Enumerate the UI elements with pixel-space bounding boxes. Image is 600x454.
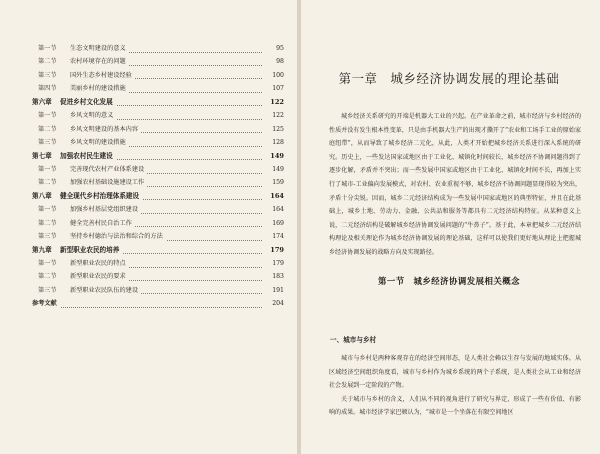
toc-entry-title: 乡风文明建设的基本内容	[70, 123, 141, 136]
toc-section-entry	[32, 82, 284, 95]
toc-page-number: 98	[262, 55, 284, 68]
toc-section-entry	[32, 69, 284, 82]
toc-entry-title: 参考文献	[32, 297, 60, 310]
toc-entry-title: 促进乡村文化发展	[60, 96, 116, 109]
toc-section-entry	[32, 163, 284, 176]
toc-entry-title: 健全现代乡村治理体系建设	[60, 190, 142, 203]
toc-page-number: 95	[262, 42, 284, 55]
toc-section-entry	[32, 257, 284, 270]
toc-section-entry	[32, 55, 284, 68]
toc-entry-title: 乡风文明的建设措施	[70, 136, 129, 149]
chapter-title: 第一章 城乡经济协调发展的理论基础	[338, 71, 560, 86]
toc-page-number: 149	[262, 150, 284, 163]
toc-entry-title: 坚持乡村德治与法治和综合的方法	[70, 230, 166, 243]
toc-entry-title: 新型职业农民队伍的建设	[70, 284, 141, 297]
body-paragraph: 城市与乡村是两种客观存在的经济空间形态，是人类社会赖以生存与发展的地域实体。从区域经济空间组织角度看，城市与乡村作为城乡系统的两个子系统，是人类社会从工业和经济社会发展到一定阶段的产物。	[329, 355, 581, 390]
toc-entry-number: 第九章	[32, 245, 52, 254]
toc-page-number: 149	[262, 163, 284, 176]
toc-entry-title: 健全完善村民自治工作	[70, 217, 135, 230]
table-of-contents	[32, 42, 284, 311]
toc-entry-number: 第一节	[38, 112, 57, 120]
toc-section-entry	[32, 270, 284, 283]
toc-entry-title: 加强农村民生建设	[60, 150, 116, 163]
toc-page-number: 183	[262, 270, 284, 283]
toc-page-number: 204	[262, 297, 284, 310]
body-paragraph: 关于城市与乡村的含义，人们从不同的视角进行了研究与界定，形成了一些有价值、有影响的成果。城市经济学家巴顿认为，“城市是一个坐落在有限空间地区	[329, 395, 581, 417]
toc-page-number: 125	[262, 123, 284, 136]
toc-page-number: 128	[262, 136, 284, 149]
toc-entry-title: 美丽乡村的建设措施	[70, 82, 129, 95]
toc-page-number: 159	[262, 176, 284, 189]
toc-entry-number: 第三节	[38, 139, 57, 147]
toc-entry-number: 第三节	[38, 233, 57, 241]
toc-page-number: 122	[262, 109, 284, 122]
toc-section-entry	[32, 136, 284, 149]
right-page	[301, 0, 600, 454]
toc-entry-title: 乡风文明的意义	[70, 109, 116, 122]
toc-entry-number: 第二节	[38, 219, 57, 227]
toc-leader-dots	[32, 297, 262, 308]
toc-entry-number: 第二节	[38, 179, 57, 187]
toc-reference-entry	[32, 297, 284, 310]
toc-entry-title: 完善现代农村产业体系建设	[70, 163, 147, 176]
toc-entry-number: 第四节	[38, 85, 57, 93]
toc-entry-title: 农村环境存在的问题	[70, 55, 129, 68]
toc-section-entry	[32, 217, 284, 230]
toc-entry-title: 加强农村基础设施建设工作	[70, 176, 147, 189]
section-title: 第一节 城乡经济协调发展相关概念	[378, 276, 520, 286]
toc-entry-number: 第一节	[38, 206, 57, 214]
toc-page-number: 179	[262, 244, 284, 257]
toc-page-number: 100	[262, 69, 284, 82]
toc-page-number: 169	[262, 217, 284, 230]
toc-entry-number: 第七章	[32, 151, 52, 160]
toc-entry-number: 第一节	[38, 45, 57, 52]
toc-section-entry	[32, 176, 284, 189]
toc-page-number: 164	[262, 190, 284, 203]
toc-entry-title: 加强乡村基层党组织建设	[70, 203, 141, 216]
toc-chapter-entry	[32, 190, 284, 203]
section-body	[329, 352, 581, 420]
toc-section-entry	[32, 123, 284, 136]
left-page	[0, 0, 297, 454]
toc-section-entry	[32, 109, 284, 122]
subsection-title: 一、城市与乡村	[330, 336, 377, 344]
toc-chapter-entry	[32, 244, 284, 257]
toc-entry-title: 生态文明建设的意义	[70, 42, 129, 55]
toc-entry-title: 国外生态乡村建设经验	[70, 69, 135, 82]
toc-page-number: 164	[262, 203, 284, 216]
toc-section-entry	[32, 203, 284, 216]
toc-entry-number: 第二节	[38, 125, 57, 133]
toc-page-number: 107	[262, 82, 284, 95]
toc-entry-number: 第三节	[38, 71, 57, 79]
toc-entry-number: 第三节	[38, 286, 57, 294]
toc-entry-number: 第二节	[38, 58, 57, 66]
toc-entry-title: 新型职业农民的特点	[70, 257, 129, 270]
intro-paragraph: 城乡经济关系研究的开端是机器大工业的兴起。在产业革命之前，城市经济与乡村经济的性质并没有发生根本性变革，只是由手机器大生产的出现才撕开了“农业和工场手工业的原始家庭纽带”，从而导致了城乡经济二元化，从此，人类才开始把城乡经济关系进行深入系统的研究。历史上，一些发达国家或地区由于工业化、城镇化时间较长，城乡经济不协调问题得到了逐步化解，矛盾并不突出；而一些发展中国家或地区由于工业化、城镇化时间不长，再加上实行了城市-工业偏向发展模式，对农村、农业重视不够，城乡经济不协调问题显现得较为突出，矛盾十分尖锐。因而，城乡二元经济结构成为一些发展中国家或地区的典型特征，并且在此基础上，城乡土地、劳动力、金融、公共品和服务等都具有二元经济结构特征。从某种意义上说，二元经济结构是破解城乡经济协调发展问题的“牛鼻子”。基于此，本章把城乡二元经济结构理论及相关理论作为城乡经济协调发展的理论基础，这样可以使我们更好地从理论上把握城乡经济协调发展的战略方向及实现路径。	[329, 113, 581, 256]
toc-entry-number: 第一节	[38, 165, 57, 173]
toc-entry-number: 第六章	[32, 97, 52, 106]
toc-section-entry	[32, 230, 284, 243]
toc-section-entry	[32, 42, 284, 55]
toc-entry-number: 第二节	[38, 273, 57, 281]
toc-page-number: 179	[262, 257, 284, 270]
toc-section-entry	[32, 284, 284, 297]
toc-entry-number: 第八章	[32, 191, 52, 200]
toc-entry-title: 新型职业农民的培养	[60, 244, 122, 257]
toc-entry-number: 第一节	[38, 260, 57, 267]
toc-chapter-entry	[32, 96, 284, 109]
toc-page-number: 191	[262, 284, 284, 297]
toc-page-number: 122	[262, 96, 284, 109]
toc-page-number: 174	[262, 230, 284, 243]
toc-entry-title: 新型职业农民的要求	[70, 270, 129, 283]
chapter-intro	[329, 110, 581, 260]
toc-chapter-entry	[32, 150, 284, 163]
